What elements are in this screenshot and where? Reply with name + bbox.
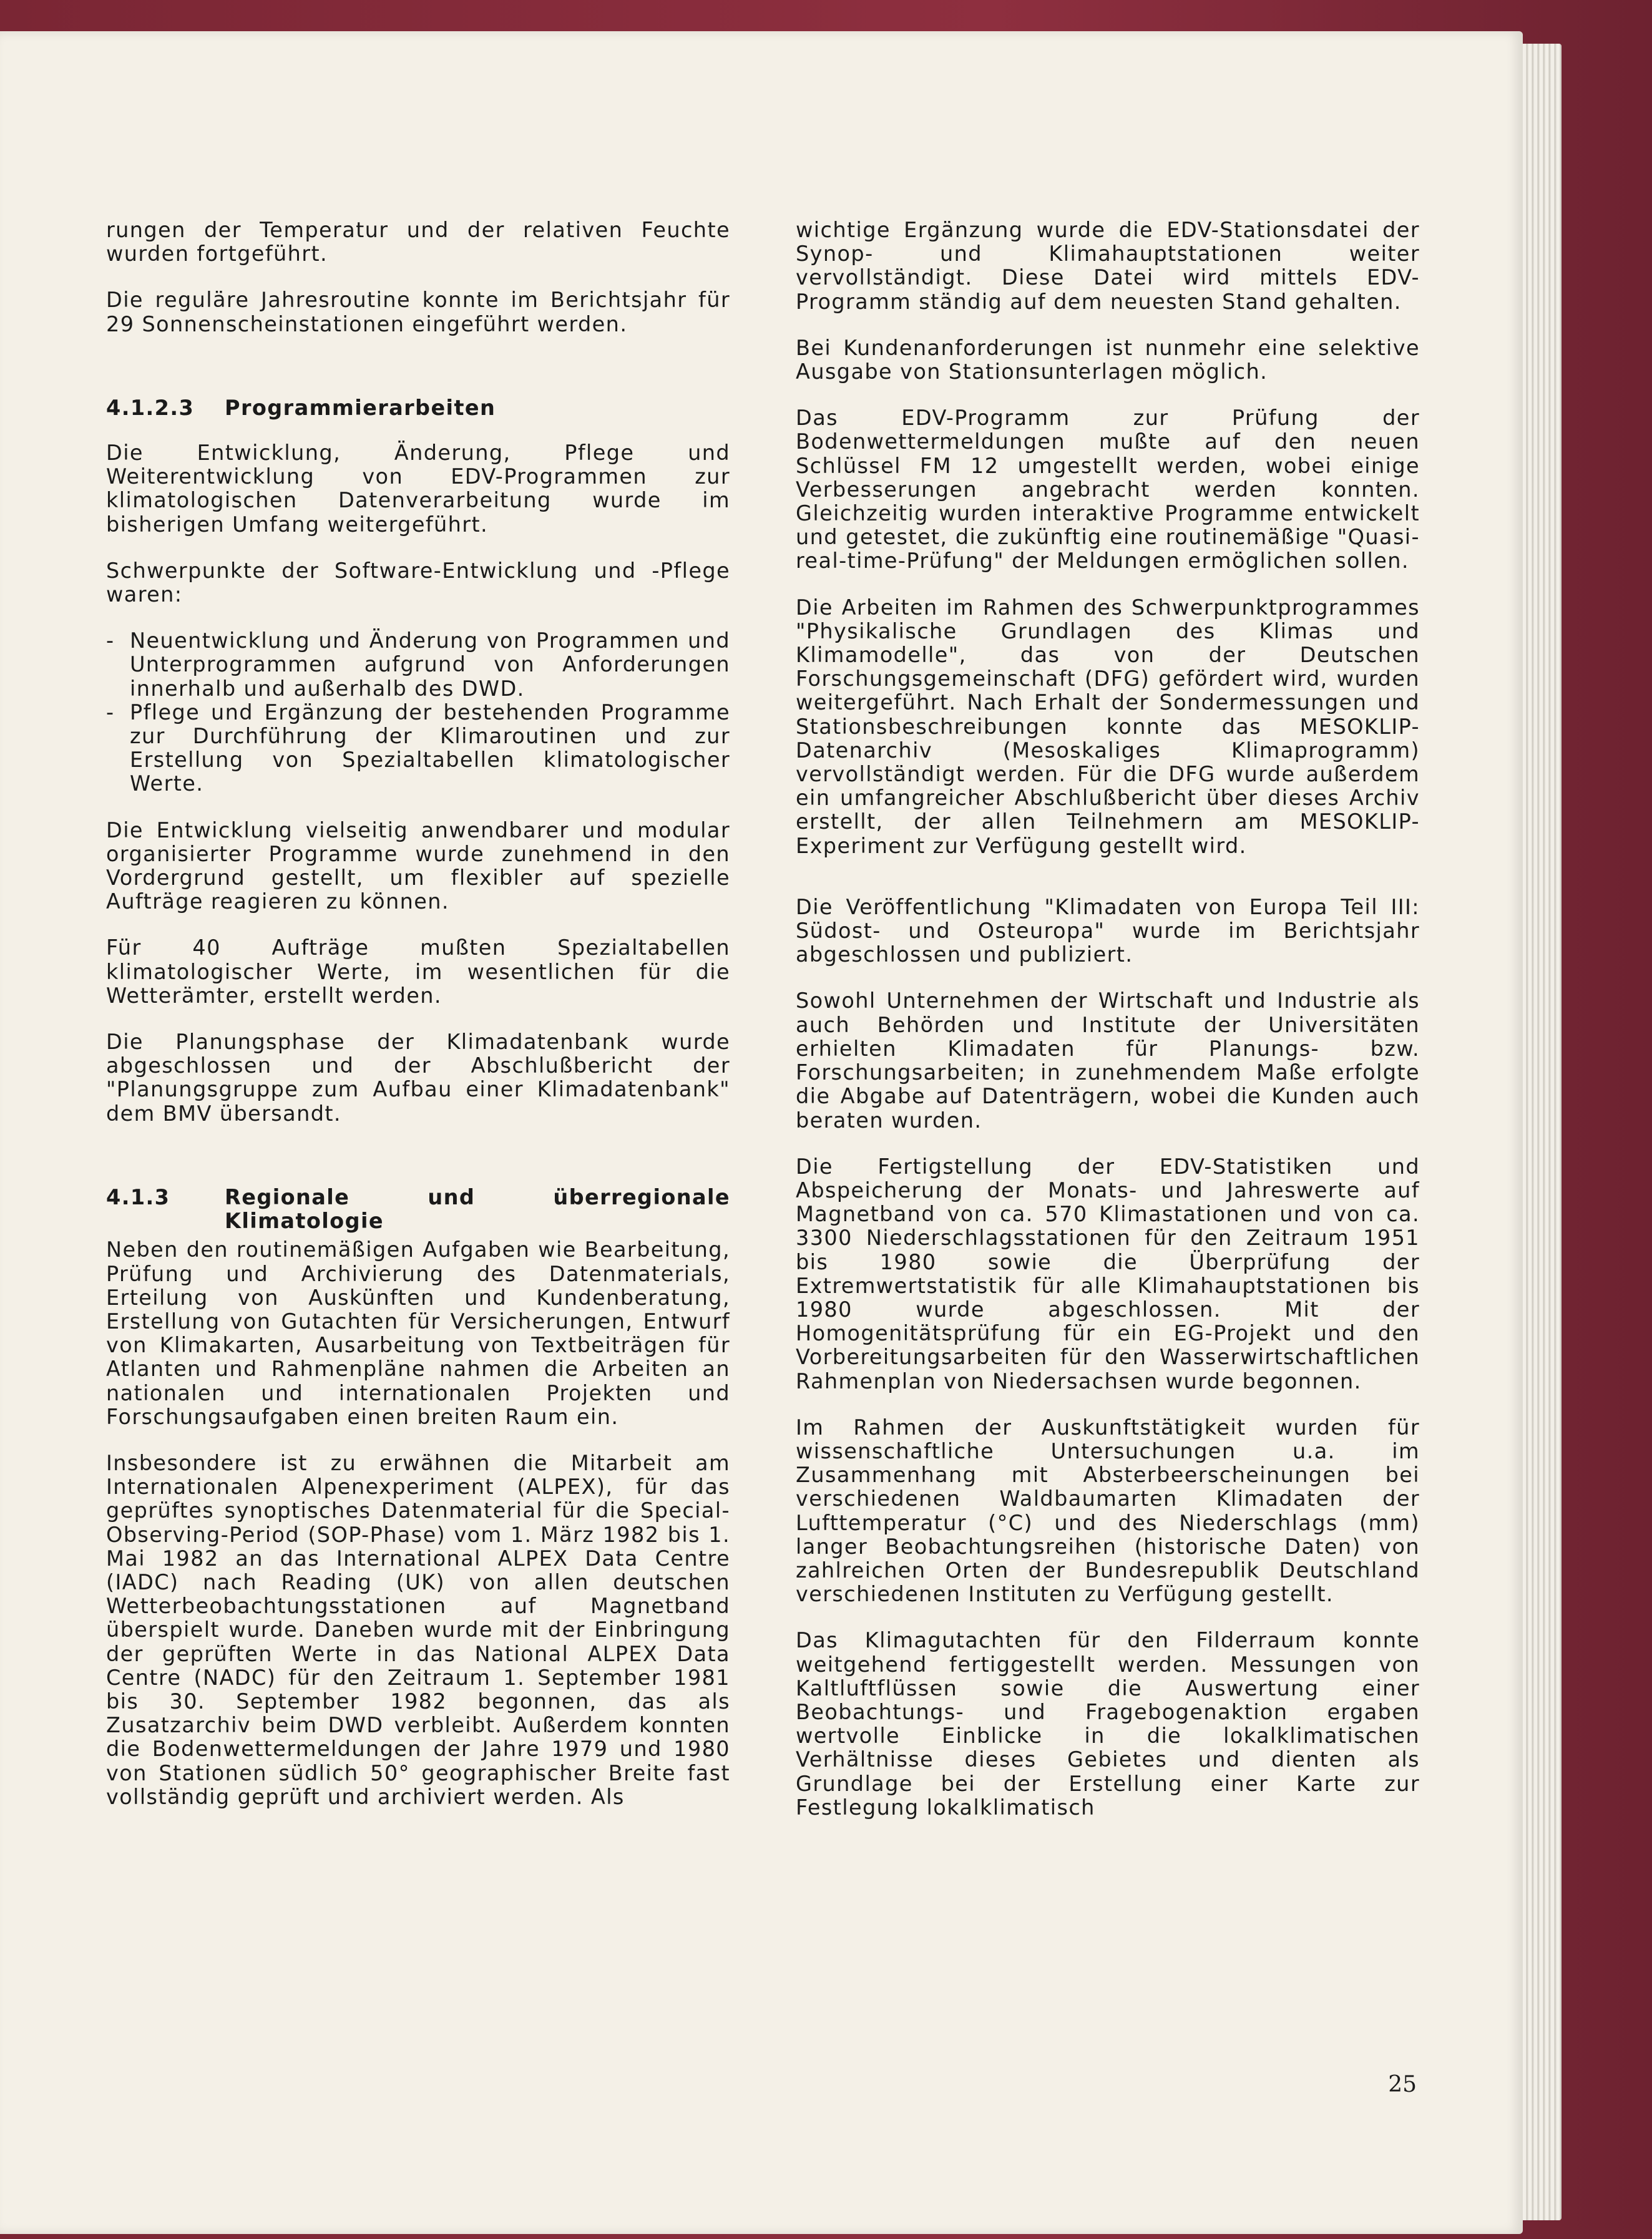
paragraph: Im Rahmen der Auskunftstätigkeit wurden für wissenschaftliche Untersuchungen u.a. im Zusammenhang mit Absterbeerscheinungen bei verschiedenen Waldbaumarten Klimadaten der Lufttemperatur (°C) und des Niederschlags (mm) langer Beobachtungsreihen (historische Daten) von zahlreichen Orten der Bundesrepublik Deutschland verschiedenen Instituten zu Verfügung gestellt.	[796, 1415, 1420, 1607]
paragraph: Für 40 Aufträge mußten Spezialtabellen klimatologischer Werte, im wesentlichen für die Wetterämter, erstellt werden.	[106, 935, 730, 1008]
bullet-list	[106, 629, 730, 796]
section-heading	[106, 1186, 730, 1233]
page-number: 25	[1388, 2072, 1417, 2097]
paragraph: rungen der Temperatur und der relativen Feuchte wurden fortgeführt.	[106, 218, 730, 266]
paragraph: wichtige Ergänzung wurde die EDV-Stationsdatei der Synop- und Klimahauptstationen weiter vervollständigt. Diese Datei wird mittels EDV-Programm ständig auf dem neuesten Stand gehalten.	[796, 218, 1420, 314]
paragraph: Neben den routinemäßigen Aufgaben wie Bearbeitung, Prüfung und Archivierung des Datenmaterials, Erteilung von Auskünften und Kundenberatung, Erstellung von Gutachten für Versicherungen, Entwurf von Klimakarten, Ausarbeitung von Textbeiträgen für Atlanten und Rahmenpläne nahmen die Arbeiten an nationalen und internationalen Projekten und Forschungsaufgaben einen breiten Raum ein.	[106, 1237, 730, 1429]
paragraph: Die Arbeiten im Rahmen des Schwerpunktprogrammes "Physikalische Grundlagen des Klimas und Klimamodelle", das von der Deutschen Forschungsgemeinschaft (DFG) gefördert wird, wurden weitergeführt. Nach Erhalt der Sondermessungen und Stationsbeschreibungen konnte das MESOKLIP-Datenarchiv (Mesoskaliges Klimaprogramm) vervollständigt werden. Für die DFG wurde außerdem ein umfangreicher Abschlußbericht über dieses Archiv erstellt, der allen Teilnehmern am MESOKLIP-Experiment zur Verfügung gestellt wird.	[796, 595, 1420, 858]
paragraph: Insbesondere ist zu erwähnen die Mitarbeit am Internationalen Alpenexperiment (ALPEX), für das geprüftes synoptisches Datenmaterial für die Special-Observing-Period (SOP-Phase) vom 1. März 1982 bis 1. Mai 1982 an das International ALPEX Data Centre (IADC) nach Reading (UK) von allen deutschen Wetterbeobachtungsstationen auf Magnetband überspielt wurde. Daneben wurde mit der Einbringung der geprüften Werte in das National ALPEX Data Centre (NADC) für den Zeitraum 1. September 1981 bis 30. September 1982 begonnen, das als Zusatzarchiv beim DWD verbleibt. Außerdem konnten die Bodenwettermeldungen der Jahre 1979 und 1980 von Stationen südlich 50° geographischer Breite fast vollständig geprüft und archiviert werden. Als	[106, 1450, 730, 1809]
paragraph: Die reguläre Jahresroutine konnte im Berichtsjahr für 29 Sonnenscheinstationen eingeführt werden.	[106, 288, 730, 336]
right-column	[796, 218, 1420, 1842]
paragraph: Sowohl Unternehmen der Wirtschaft und Industrie als auch Behörden und Institute der Universitäten erhielten Klimadaten für Planungs- bzw. Forschungsarbeiten; in zunehmendem Maße erfolgte die Abgabe auf Datenträgern, wobei die Kunden auch beraten wurden.	[796, 988, 1420, 1133]
paragraph: Das Klimagutachten für den Filderraum konnte weitgehend fertiggestellt werden. Messungen von Kaltluftflüssen sowie die Auswertung einer Beobachtungs- und Fragebogenaktion ergaben wertvolle Einblicke in die lokalklimatischen Verhältnisse dieses Gebietes und dienten als Grundlage bei der Erstellung einer Karte zur Festlegung lokalklimatisch	[796, 1628, 1420, 1820]
paragraph: Die Fertigstellung der EDV-Statistiken und Abspeicherung der Monats- und Jahreswerte auf Magnetband von ca. 570 Klimastationen und von ca. 3300 Niederschlagsstationen für den Zeitraum 1951 bis 1980 sowie die Überprüfung der Extremwertstatistik für alle Klimahauptstationen bis 1980 wurde abgeschlossen. Mit der Homogenitätsprüfung für ein EG-Projekt und den Vorbereitungsarbeiten für den Wasserwirtschaftlichen Rahmenplan von Niedersachsen wurde begonnen.	[796, 1154, 1420, 1393]
section-heading	[106, 396, 730, 420]
section-title: Programmierarbeiten	[225, 395, 496, 420]
page-edges	[1523, 44, 1562, 2220]
book-page	[0, 31, 1523, 2234]
paragraph: Schwerpunkte der Software-Entwicklung und -Pflege waren:	[106, 558, 730, 607]
list-item: - Pflege und Ergänzung der bestehenden Programme zur Durchführung der Klimaroutinen und zur Erstellung von Spezialtabellen klimatologischer Werte.	[106, 701, 730, 796]
section-number: 4.1.2.3	[106, 395, 195, 420]
paragraph: Die Entwicklung, Änderung, Pflege und Weiterentwicklung von EDV-Programmen zur klimatologischen Datenverarbeitung wurde im bisherigen Umfang weitergeführt.	[106, 441, 730, 537]
paragraph: Die Planungsphase der Klimadatenbank wurde abgeschlossen und der Abschlußbericht der "Planungsgruppe zum Aufbau einer Klimadatenbank" dem BMV übersandt.	[106, 1030, 730, 1126]
paragraph: Das EDV-Programm zur Prüfung der Bodenwettermeldungen mußte auf den neuen Schlüssel FM 12 umgestellt werden, wobei einige Verbesserungen angebracht werden konnten. Gleichzeitig wurden interaktive Programme entwickelt und getestet, die zukünftig eine routinemäßige "Quasi-real-time-Prüfung" der Meldungen ermöglichen sollen.	[796, 406, 1420, 573]
left-column	[106, 218, 730, 1832]
list-item: - Neuentwicklung und Änderung von Programmen und Unterprogrammen aufgrund von Anforderungen innerhalb und außerhalb des DWD.	[106, 629, 730, 701]
section-title: Regionale und überregionale Klimatologie	[225, 1184, 730, 1234]
section-number: 4.1.3	[106, 1184, 170, 1209]
paragraph: Die Veröffentlichung "Klimadaten von Europa Teil III: Südost- und Osteuropa" wurde im Berichtsjahr abgeschlossen und publiziert.	[796, 894, 1420, 967]
paragraph: Bei Kundenanforderungen ist nunmehr eine selektive Ausgabe von Stationsunterlagen möglich.	[796, 335, 1420, 384]
paragraph: Die Entwicklung vielseitig anwendbarer und modular organisierter Programme wurde zunehmend in den Vordergrund gestellt, um flexibler auf spezielle Aufträge reagieren zu können.	[106, 817, 730, 914]
